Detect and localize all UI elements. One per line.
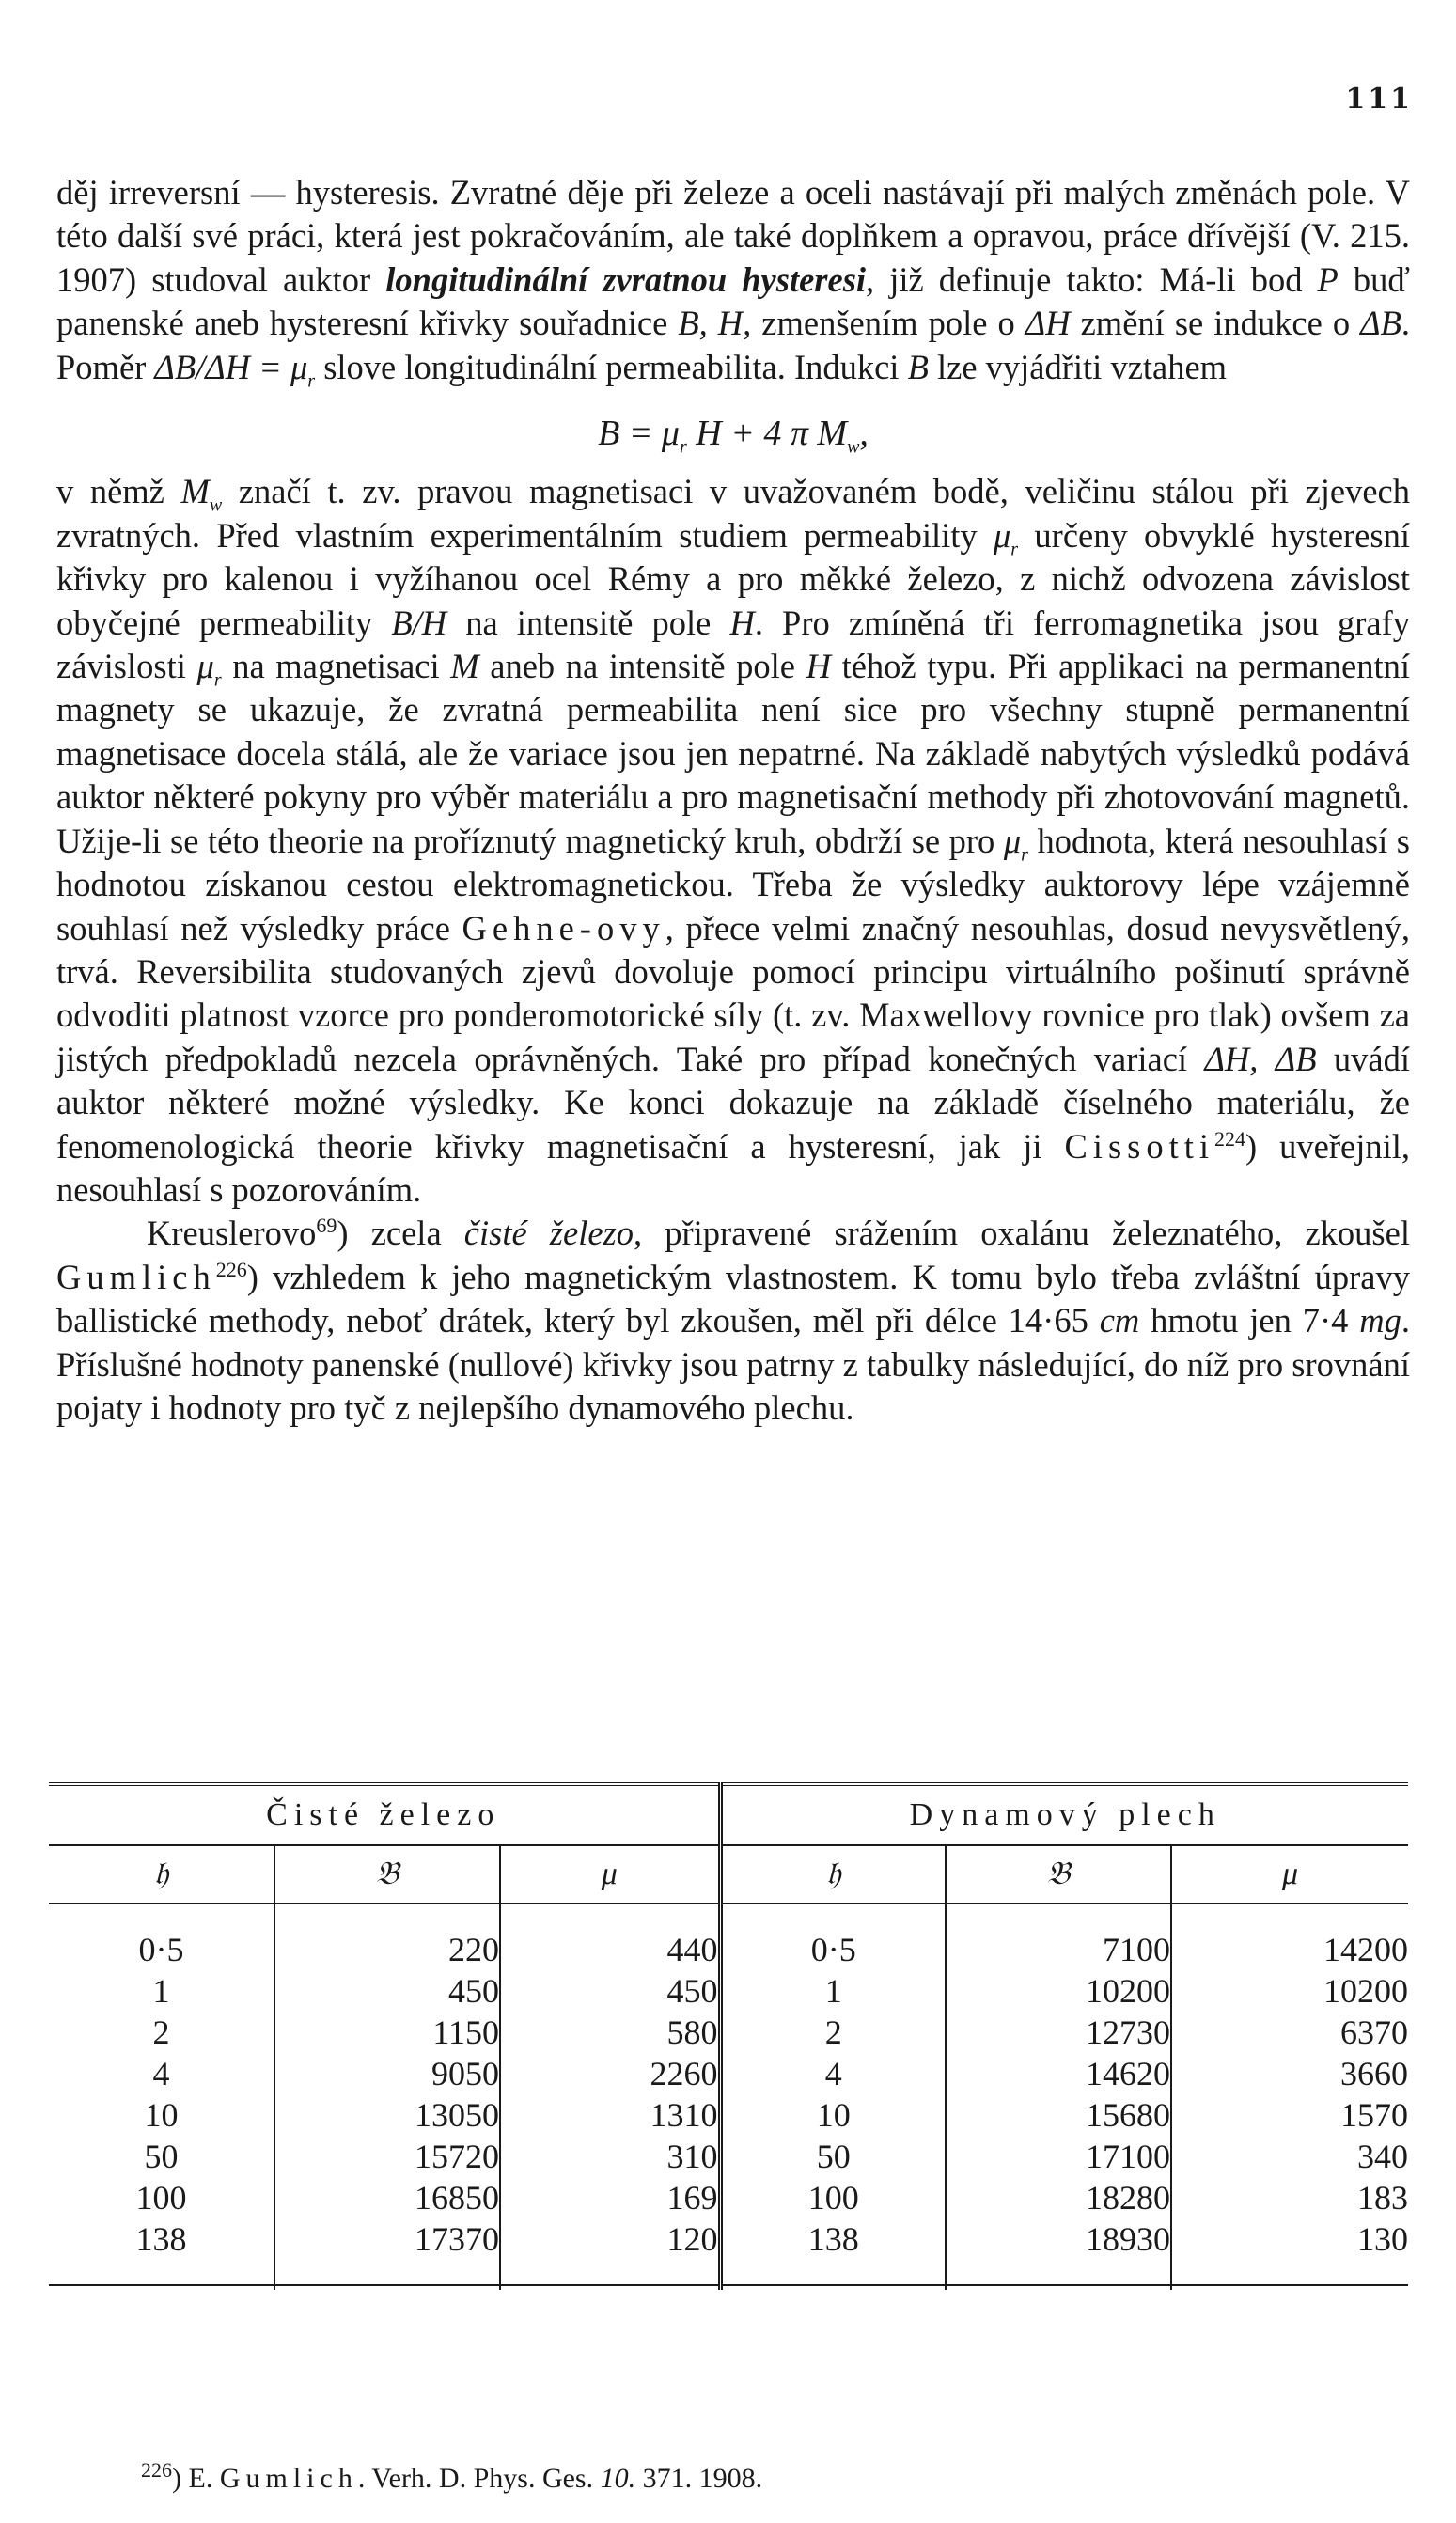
cell: 3660 — [1171, 2053, 1408, 2094]
cell: 10 — [720, 2094, 946, 2136]
table-row — [49, 2218, 1408, 2285]
cell: 17100 — [946, 2136, 1171, 2177]
cell: 18280 — [946, 2177, 1171, 2218]
cell: 4 — [720, 2053, 946, 2094]
cell: 9050 — [274, 2053, 500, 2094]
cell: 13050 — [274, 2094, 500, 2136]
col-header-h: 𝔥 — [720, 1845, 946, 1904]
table-row — [49, 2053, 1408, 2094]
cell: 50 — [144, 2138, 179, 2175]
cell: 450 — [274, 1970, 500, 2012]
cell: 14620 — [946, 2053, 1171, 2094]
cell: 7100 — [946, 1904, 1171, 1970]
table-row — [49, 2136, 1408, 2177]
cell: 12730 — [946, 2012, 1171, 2053]
cell: 450 — [500, 1970, 720, 2012]
body-text — [56, 171, 1410, 1430]
cell: 2 — [720, 2012, 946, 2053]
data-table — [49, 1782, 1408, 2290]
cell: 220 — [274, 1904, 500, 1970]
cell: 138 — [720, 2218, 946, 2285]
paragraph-2: v němž $M_w$ značí t. zv. pravou magnetisaci v uvažovaném bodě, veličinu stálou při zjevech zvratných. Před vlastním experimentálním studiem permeability $\mu_r$ určeny obvyklé hysteresní křivky pro kalenou i vyžíhanou ocel Rémy a pro měkké železo, z nichž odvozena závislost obyčejné permeability B/H na intensitě pole H. Pro zmíněná tři ferromagnetika jsou grafy závislosti $\mu_r$ na magnetisaci M aneb na intensitě pole H téhož typu. Při applikaci na permanentní magnety se ukazuje, že zvratná permeabilita není sice pro všechny stupně permanentní magnetisace docela stálá, ale že variace jsou jen nepatrné. Na základě nabytých výsledků podává auktor některé pokyny pro výběr materiálu a pro magnetisační methody při zhotovování magnetů. Užije-li se této theorie na proříznutý magnetický kruh, obdrží se pro $\mu_r$ hodnota, která nesouhlasí s hodnotou získanou cestou elektromagnetickou. Třeba že výsledky auktorovy lépe vzájemně souhlasí než výsledky práce Gehne-ovy, přece velmi značný nesouhlas, dosud nevysvětlený, trvá. Reversibilita studovaných zjevů dovoluje pomocí principu virtuálního pošinutí správně odvoditi platnost vzorce pro ponderomotorické síly (t. zv. Maxwellovy rovnice pro tlak) ovšem za jistých předpokladů nezcela oprávněných. Také pro případ konečných variací ΔH, ΔB uvádí auktor některé možné výsledky. Ke konci dokazuje na základě číselného materiálu, že fenomenologická theorie křivky magnetisační a hysteresní, jak ji Cissotti$^{224}$) uveřejnil, nesouhlasí s pozorováním. — [56, 472, 1411, 1209]
cell: 1570 — [1171, 2094, 1408, 2136]
cell: 580 — [500, 2012, 720, 2053]
cell: 310 — [500, 2136, 720, 2177]
cell: 10200 — [1171, 1970, 1408, 2012]
group-header-dynamo-sheet: Dynamový plech — [720, 1784, 1408, 1845]
cell: 183 — [1171, 2177, 1408, 2218]
cell: 1 — [152, 1972, 170, 2010]
col-header-h: 𝔥 — [49, 1845, 274, 1904]
footnote: $^{226}$) E. Gumlich. Verh. D. Phys. Ges. 10. 371. 1908. — [141, 2458, 763, 2494]
cell: 100 — [135, 2179, 187, 2217]
cell: 6370 — [1171, 2012, 1408, 2053]
paragraph-3: Kreuslerovo$^{69}$) zcela čisté železo, připravené srážením oxalánu železnatého, zkoušel Gumlich$^{226}$) vzhledem k jeho magnetickým vlastnostem. K tomu bylo třeba zvláštní úpravy ballistické methody, neboť drátek, který byl zkoušen, měl při délce 14·65 cm hmotu jen 7·4 mg. Příslušné hodnoty panenské (nullové) křivky jsou patrny z tabulky následující, do níž pro srovnání pojaty i hodnoty pro tyč z nejlepšího dynamového plechu. — [56, 1214, 1410, 1427]
col-header-mu: μ — [500, 1845, 720, 1904]
cell: 440 — [500, 1904, 720, 1970]
col-header-b: 𝔅 — [946, 1845, 1171, 1904]
paragraph-1: děj irreversní — hysteresis. Zvratné děje při železe a oceli nastávají při malých změnách pole. V této další své práci, která jest pokračováním, ale také doplňkem a opravou, práce dřívější (V. 215. 1907) studoval auktor longitudinální zvratnou hysteresi, již definuje takto: Má-li bod P buď panenské aneb hysteresní křivky souřadnice B, H, zmenšením pole o ΔH změní se indukce o ΔB. Poměr $\Delta B/\Delta H = \mu_r$ slove longitudinální permeabilita. Indukci B lze vyjádřiti vztahem — [56, 173, 1410, 391]
cell: 0·5 — [720, 1904, 946, 1970]
cell: 100 — [720, 2177, 946, 2218]
table-row — [49, 1904, 1408, 1970]
table-row — [49, 2012, 1408, 2053]
cell: 4 — [152, 2055, 170, 2092]
cell: 0·5 — [138, 1931, 184, 1968]
cell: 138 — [135, 2220, 187, 2258]
col-header-mu: μ — [1171, 1845, 1408, 1904]
col-header-b: 𝔅 — [274, 1845, 500, 1904]
table-row — [49, 2177, 1408, 2218]
table-row — [49, 2094, 1408, 2136]
cell: 340 — [1171, 2136, 1408, 2177]
cell: 16850 — [274, 2177, 500, 2218]
page-number: 111 — [1345, 83, 1413, 116]
cell: 50 — [720, 2136, 946, 2177]
cell: 1150 — [274, 2012, 500, 2053]
cell: 15720 — [274, 2136, 500, 2177]
cell: 18930 — [946, 2218, 1171, 2285]
table-bottom-rule — [49, 2285, 1408, 2290]
cell: 14200 — [1171, 1904, 1408, 1970]
cell: 2 — [152, 2014, 170, 2051]
cell: 2260 — [500, 2053, 720, 2094]
cell: 10 — [144, 2096, 179, 2134]
cell: 15680 — [946, 2094, 1171, 2136]
cell: 1310 — [500, 2094, 720, 2136]
cell: 130 — [1171, 2218, 1408, 2285]
cell: 10200 — [946, 1970, 1171, 2012]
group-header-pure-iron: Čisté železo — [49, 1784, 720, 1845]
cell: 1 — [720, 1970, 946, 2012]
cell: 17370 — [274, 2218, 500, 2285]
cell: 120 — [500, 2218, 720, 2285]
table-row — [49, 1970, 1408, 2012]
formula: $B = \mu_r$ H + 4 π $M_w$, — [598, 414, 869, 458]
cell: 169 — [500, 2177, 720, 2218]
